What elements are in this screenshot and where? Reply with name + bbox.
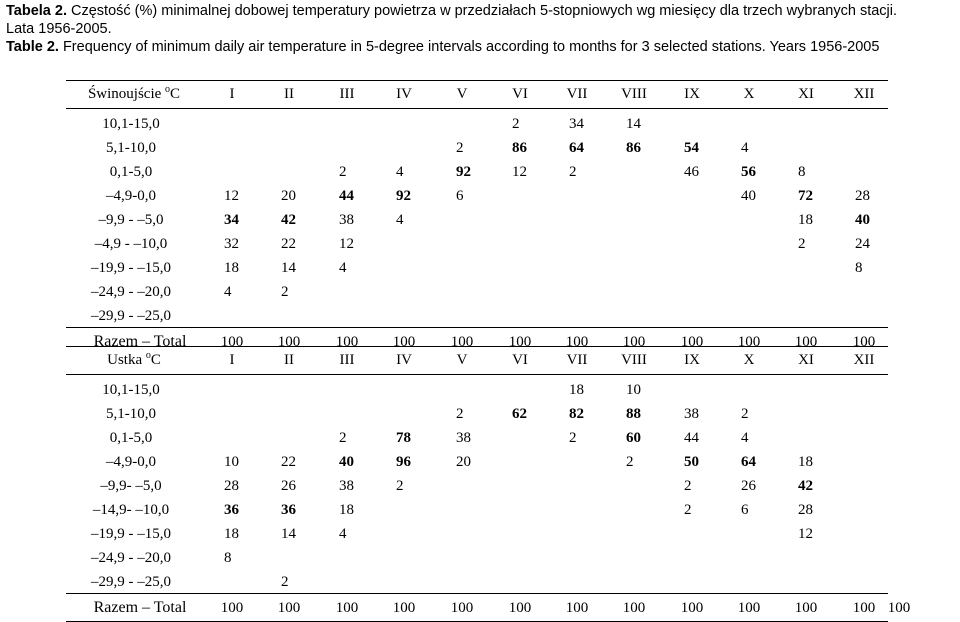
total-cell: 100 xyxy=(220,334,244,350)
interval-label: –9,9- –5,0 xyxy=(100,478,162,494)
table-cell: 2 xyxy=(684,478,692,494)
month-header: XII xyxy=(853,86,875,102)
table-cell: 38 xyxy=(684,406,699,422)
month-header: IX xyxy=(684,352,700,368)
caption-line-1 xyxy=(6,3,897,20)
table-cell: 38 xyxy=(339,478,354,494)
total-rule xyxy=(66,327,888,328)
month-header: VII xyxy=(566,352,588,368)
table-cell: 2 xyxy=(741,406,749,422)
table-cell: 18 xyxy=(569,382,584,398)
month-header: I xyxy=(229,86,235,102)
total-cell: 100 xyxy=(565,600,589,616)
table-cell: 2 xyxy=(339,430,347,446)
month-header: II xyxy=(284,352,294,368)
table-cell: 20 xyxy=(281,188,296,204)
table-cell: 60 xyxy=(626,430,641,446)
table-cell: 92 xyxy=(396,188,411,204)
month-header: X xyxy=(743,86,755,102)
table-cell: 54 xyxy=(684,140,699,156)
station-name: Świnoujście xyxy=(87,86,162,102)
table-cell: 44 xyxy=(684,430,699,446)
month-header: X xyxy=(743,352,755,368)
section-top-rule xyxy=(66,346,888,347)
caption-pl-label: Tabela 2. xyxy=(6,3,67,19)
interval-label: 10,1-15,0 xyxy=(102,382,160,398)
table-cell: 34 xyxy=(569,116,584,132)
table-cell: 14 xyxy=(626,116,641,132)
table-cell: 42 xyxy=(281,212,296,228)
total-cell: 100 xyxy=(887,600,911,616)
total-cell: 100 xyxy=(277,334,301,350)
unit-label: C xyxy=(150,352,161,368)
total-cell: 100 xyxy=(852,600,876,616)
caption-pl-years: Lata 1956-2005. xyxy=(6,21,112,37)
table-cell: 26 xyxy=(281,478,296,494)
interval-label: –24,9 - –20,0 xyxy=(91,284,171,300)
table-cell: 14 xyxy=(281,260,296,276)
caption-en-label: Table 2. xyxy=(6,39,59,55)
total-cell: 100 xyxy=(622,600,646,616)
station-header xyxy=(66,82,202,106)
table-cell: 20 xyxy=(456,454,471,470)
total-rule xyxy=(66,593,888,594)
month-header: VIII xyxy=(621,352,647,368)
table-cell: 28 xyxy=(224,478,239,494)
table-cell: 2 xyxy=(798,236,806,252)
header-rule xyxy=(66,374,888,375)
table-cell: 82 xyxy=(569,406,584,422)
table-cell: 62 xyxy=(512,406,527,422)
interval-label: –24,9 - –20,0 xyxy=(91,550,171,566)
month-header: VII xyxy=(566,86,588,102)
table-cell: 92 xyxy=(456,164,471,180)
table-cell: 14 xyxy=(281,526,296,542)
table-cell: 8 xyxy=(798,164,806,180)
table-cell: 6 xyxy=(741,502,749,518)
interval-label: 0,1-5,0 xyxy=(109,164,153,180)
table-cell: 40 xyxy=(855,212,870,228)
degree-sign: o xyxy=(165,84,171,95)
month-header: III xyxy=(339,352,355,368)
total-cell: 100 xyxy=(565,334,589,350)
table-cell: 42 xyxy=(798,478,813,494)
interval-label: –19,9 - –15,0 xyxy=(91,526,171,542)
table-cell: 8 xyxy=(224,550,232,566)
table-cell: 4 xyxy=(741,430,749,446)
table-cell: 2 xyxy=(281,574,289,590)
caption-pl-text: Częstość (%) minimalnej dobowej temperatury powietrza w przedziałach 5-stopniowych wg miesięcy dla trzech wybranych stacji. xyxy=(66,3,898,19)
table-cell: 2 xyxy=(456,406,464,422)
total-cell: 100 xyxy=(335,600,359,616)
table-cell: 4 xyxy=(741,140,749,156)
table-cell: 40 xyxy=(339,454,354,470)
month-header: XI xyxy=(798,86,814,102)
table-cell: 38 xyxy=(456,430,471,446)
table-cell: 22 xyxy=(281,454,296,470)
total-label: Razem – Total xyxy=(93,333,187,350)
table-cell: 2 xyxy=(684,502,692,518)
caption-en-text: Frequency of minimum daily air temperature in 5-degree intervals according to months for 3 selected stations. Years 1956-2005 xyxy=(58,39,880,55)
total-cell: 100 xyxy=(277,600,301,616)
table-cell: 18 xyxy=(339,502,354,518)
interval-label: 5,1-10,0 xyxy=(106,140,156,156)
table-cell: 2 xyxy=(456,140,464,156)
table-cell: 2 xyxy=(569,164,577,180)
month-header: VIII xyxy=(621,86,647,102)
interval-label: 0,1-5,0 xyxy=(109,430,153,446)
table-cell: 4 xyxy=(339,526,347,542)
table-cell: 10 xyxy=(224,454,239,470)
table-cell: 32 xyxy=(224,236,239,252)
degree-sign: o xyxy=(145,350,151,361)
table-cell: 22 xyxy=(281,236,296,252)
interval-label: –14,9- –10,0 xyxy=(92,502,170,518)
table-cell: 18 xyxy=(224,260,239,276)
month-header: I xyxy=(229,352,235,368)
table-cell: 50 xyxy=(684,454,699,470)
total-cell: 100 xyxy=(508,334,532,350)
table-cell: 24 xyxy=(855,236,870,252)
total-cell: 100 xyxy=(392,600,416,616)
total-cell: 100 xyxy=(450,600,474,616)
interval-label: –19,9 - –15,0 xyxy=(91,260,171,276)
table-cell: 78 xyxy=(396,430,411,446)
table-cell: 2 xyxy=(626,454,634,470)
total-cell: 100 xyxy=(392,334,416,350)
table-cell: 86 xyxy=(626,140,641,156)
interval-label: 10,1-15,0 xyxy=(102,116,160,132)
table-cell: 38 xyxy=(339,212,354,228)
table-cell: 2 xyxy=(569,430,577,446)
month-header: IV xyxy=(396,352,412,368)
month-header: IX xyxy=(684,86,700,102)
table-cell: 8 xyxy=(855,260,863,276)
table-cell: 36 xyxy=(224,502,239,518)
table-cell: 4 xyxy=(396,212,404,228)
table-cell: 86 xyxy=(512,140,527,156)
table-cell: 12 xyxy=(224,188,239,204)
total-cell: 100 xyxy=(852,334,876,350)
month-header: VI xyxy=(512,86,528,102)
table-cell: 40 xyxy=(741,188,756,204)
month-header: V xyxy=(456,352,468,368)
caption-line-3 xyxy=(6,39,879,56)
table-cell: 12 xyxy=(512,164,527,180)
interval-label: –29,9 - –25,0 xyxy=(91,308,171,324)
table-cell: 12 xyxy=(339,236,354,252)
table-cell: 64 xyxy=(569,140,584,156)
table-cell: 4 xyxy=(339,260,347,276)
interval-label: –4,9 - –10,0 xyxy=(94,236,168,252)
total-cell: 100 xyxy=(220,600,244,616)
total-cell: 100 xyxy=(450,334,474,350)
station-header xyxy=(66,348,202,372)
table-cell: 44 xyxy=(339,188,354,204)
total-cell: 100 xyxy=(680,334,704,350)
month-header: V xyxy=(456,86,468,102)
section-top-rule xyxy=(66,80,888,81)
table-cell: 6 xyxy=(456,188,464,204)
table-cell: 12 xyxy=(798,526,813,542)
caption-line-2 xyxy=(6,21,112,38)
interval-label: –29,9 - –25,0 xyxy=(91,574,171,590)
total-cell: 100 xyxy=(737,334,761,350)
table-cell: 18 xyxy=(224,526,239,542)
table-cell: 96 xyxy=(396,454,411,470)
table-cell: 2 xyxy=(512,116,520,132)
table-cell: 4 xyxy=(396,164,404,180)
month-header: IV xyxy=(396,86,412,102)
station-name: Ustka xyxy=(107,352,143,368)
total-cell: 100 xyxy=(680,600,704,616)
table-cell: 56 xyxy=(741,164,756,180)
table-cell: 2 xyxy=(281,284,289,300)
table-cell: 46 xyxy=(684,164,699,180)
total-cell: 100 xyxy=(508,600,532,616)
month-header: XI xyxy=(798,352,814,368)
header-rule xyxy=(66,108,888,109)
table-cell: 28 xyxy=(855,188,870,204)
total-label: Razem – Total xyxy=(93,599,187,616)
month-header: VI xyxy=(512,352,528,368)
table-cell: 10 xyxy=(626,382,641,398)
table-cell: 36 xyxy=(281,502,296,518)
interval-label: 5,1-10,0 xyxy=(106,406,156,422)
table-cell: 4 xyxy=(224,284,232,300)
table-cell: 72 xyxy=(798,188,813,204)
table-cell: 2 xyxy=(339,164,347,180)
total-cell: 100 xyxy=(622,334,646,350)
table-cell: 88 xyxy=(626,406,641,422)
unit-label: C xyxy=(170,86,181,102)
total-cell: 100 xyxy=(737,600,761,616)
interval-label: –4,9-0,0 xyxy=(106,188,156,204)
table-cell: 18 xyxy=(798,212,813,228)
month-header: II xyxy=(284,86,294,102)
table-cell: 18 xyxy=(798,454,813,470)
table-cell: 2 xyxy=(396,478,404,494)
interval-label: –9,9 - –5,0 xyxy=(98,212,164,228)
total-cell: 100 xyxy=(335,334,359,350)
total-cell: 100 xyxy=(794,600,818,616)
table-cell: 26 xyxy=(741,478,756,494)
total-cell: 100 xyxy=(794,334,818,350)
interval-label: –4,9-0,0 xyxy=(106,454,156,470)
month-header: III xyxy=(339,86,355,102)
table-cell: 28 xyxy=(798,502,813,518)
table-cell: 64 xyxy=(741,454,756,470)
month-header: XII xyxy=(853,352,875,368)
table-cell: 34 xyxy=(224,212,239,228)
